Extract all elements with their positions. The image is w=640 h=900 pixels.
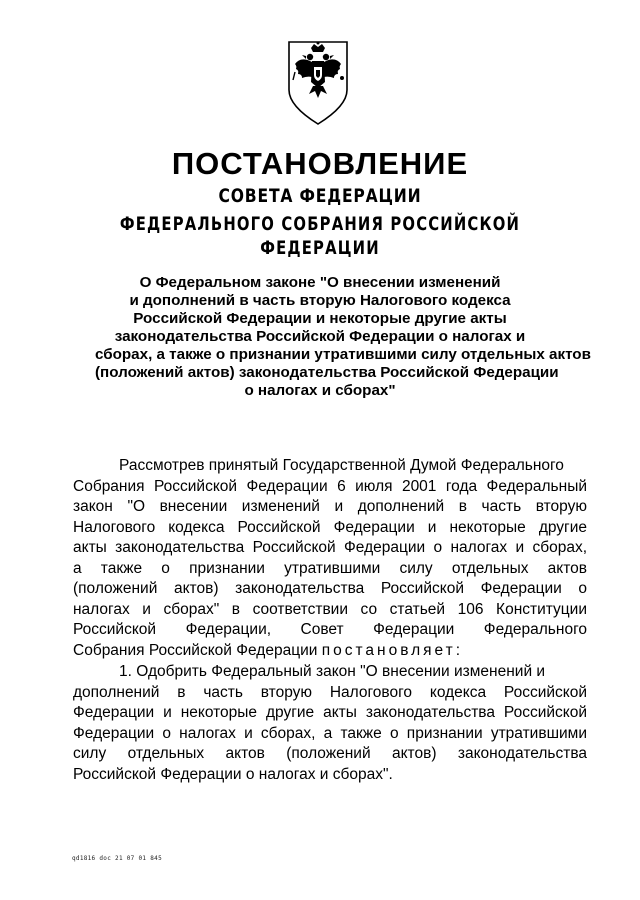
paragraph-line: а также о признании утратившими силу отдельных актов [73,559,587,577]
document-title: ПОСТАНОВЛЕНИЕ [171,146,469,181]
paragraph-line: налогах и сборах" в соответствии со статьей 106 Конституции [73,600,587,618]
subject-line: О Федеральном законе "О внесении изменений [139,274,501,291]
paragraph-line: дополнений в часть вторую Налогового кодекса Российской [73,683,587,701]
paragraph-line: Российской Федерации о налогах и сборах". [73,765,393,783]
paragraph-line: Собрания Российской Федерации [73,641,318,659]
subject-line: о налогах и сборах" [244,382,396,399]
subject-line: сборах, а также о признании утратившими силу отдельных актов [95,346,591,363]
subject-line: (положений актов) законодательства Российской Федерации [95,364,559,381]
paragraph-line: закон "О внесении изменений и дополнений в часть вторую [73,498,587,515]
resolution-item-1 [73,662,587,785]
issuing-body-line-2: ФЕДЕРАЛЬНОГО СОБРАНИЯ РОССИЙСКОЙ ФЕДЕРАЦИИ [119,213,521,259]
paragraph-line: Федерации о налогах и сборах, а также о признании утратившими [73,724,587,742]
paragraph-line: Налогового кодекса Российской Федерации и некоторые другие [73,518,587,536]
subject-line: и дополнений в часть вторую Налогового кодекса [129,292,511,309]
subject-line: законодательства Российской Федерации о налогах и [114,328,526,345]
paragraph-line: Собрания Российской Федерации 6 июля 2001 года Федеральный [73,477,587,495]
paragraph-line: акты законодательства Российской Федерации о налогах и сборах, [73,539,587,556]
issuing-body-line-1: СОВЕТА ФЕДЕРАЦИИ [218,185,422,207]
preamble-paragraph [73,456,587,661]
paragraph-last-line [73,641,587,662]
resolution-subject [95,274,591,400]
document-code: qd1816 doc 21 07 01 845 [72,855,162,862]
russian-coat-of-arms-icon [283,36,353,126]
paragraph-line: Рассмотрев принятый Государственной Думой Федерального [119,457,564,474]
subject-line: Российской Федерации и некоторые другие акты [133,310,507,327]
paragraph-line: Российской Федерации, Совет Федерации Федерального [73,621,587,638]
paragraph-line: Федерации и некоторые другие акты законодательства Российской [73,704,587,721]
paragraph-line: 1. Одобрить Федеральный закон "О внесении изменений и [119,663,546,680]
paragraph-line: силу отдельных актов (положений актов) законодательства [73,745,587,762]
paragraph-line: (положений актов) законодательства Российской Федерации о [73,580,587,597]
decision-word: постановляет: [321,641,464,659]
